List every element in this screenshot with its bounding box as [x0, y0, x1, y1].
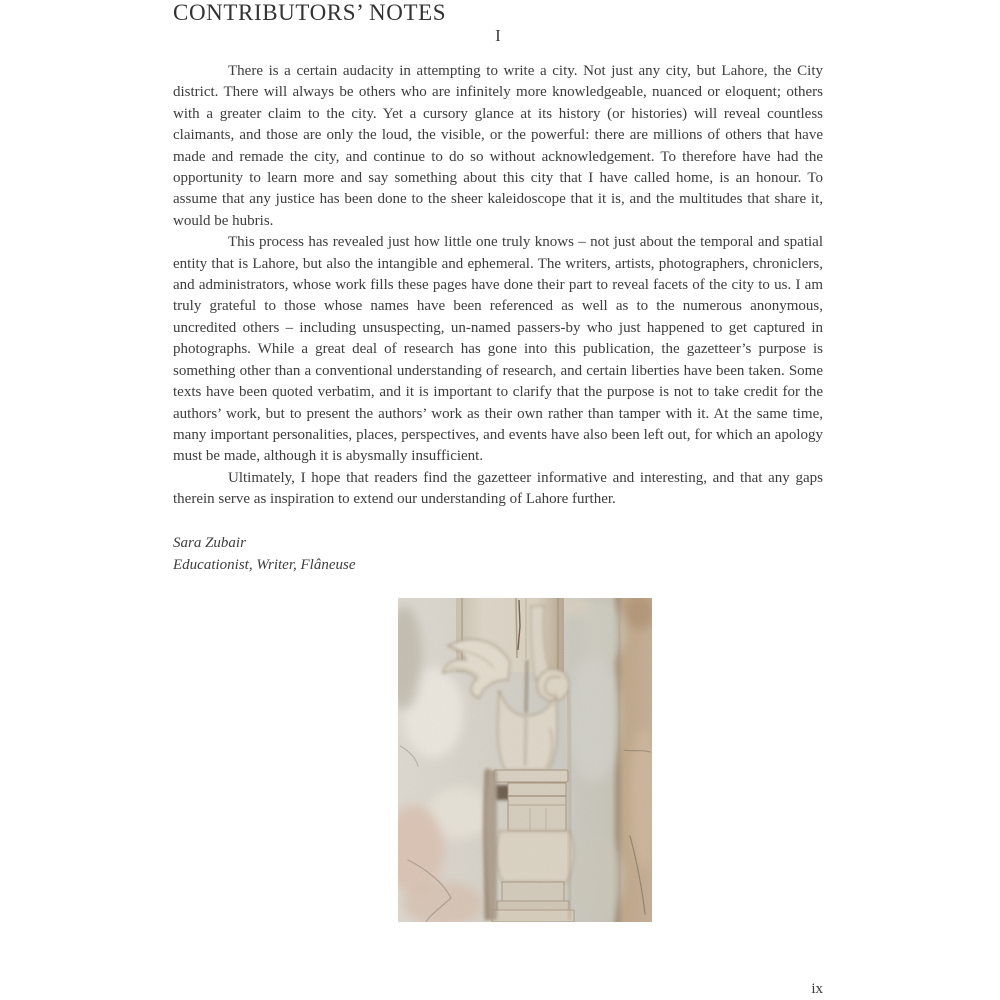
paragraph: Ultimately, I hope that readers find the gazetteer informative and interesting, and that any gaps therein serve as inspiration to extend our understanding of Lahore further.	[173, 469, 823, 508]
signature-role: Educationist, Writer, Flâneuse	[173, 556, 356, 573]
signature-block	[173, 532, 823, 576]
wall-pilaster-photo	[398, 598, 652, 922]
text-column	[173, 0, 823, 576]
paragraph: There is a certain audacity in attempting to write a city. Not just any city, but Lahore, the City district. There will always be others who are infinitely more knowledgeable, nuanced or eloquent; others with a greater claim to the city. Yet a cursory glance at its history (or histories) will reveal countless claimants, and those are only the loud, the visible, or the powerful: there are millions of others that have made and remade the city, and continue to do so without acknowledgement. To therefore have had the opportunity to learn more and say something about this city that I have called home, is an honour. To assume that any justice has been done to the sheer kaleidoscope that it is, and the multitudes that share it, would be hubris.	[173, 63, 823, 229]
paragraph: This process has revealed just how little one truly knows – not just about the temporal and spatial entity that is Lahore, but also the intangible and ephemeral. The writers, artists, photographers, chroniclers, and administrators, whose work fills these pages have done their part to reveal facets of the city to us. I am truly grateful to those whose names have been referenced as well as to the numerous anonymous, uncredited others – including unsuspecting, un-named passers-by who just happened to get captured in photographs. While a great deal of research has gone into this publication, the gazetteer’s purpose is something other than a conventional understanding of research, and certain liberties have been taken. Some texts have been quoted verbatim, and it is important to clarify that the purpose is not to take credit for the authors’ work, but to present the authors’ work as their own rather than tamper with it. At the same time, many important personalities, places, perspectives, and events have also been left out, for which an apology must be made, although it is abysmally insufficient.	[173, 234, 823, 465]
signature-name: Sara Zubair	[173, 534, 246, 551]
body-text	[173, 61, 823, 511]
wall-pilaster-illustration	[398, 598, 652, 922]
page-number: ix	[811, 981, 823, 997]
page-title: CONTRIBUTORS’ NOTES	[173, 0, 447, 25]
section-numeral: I	[495, 26, 501, 45]
